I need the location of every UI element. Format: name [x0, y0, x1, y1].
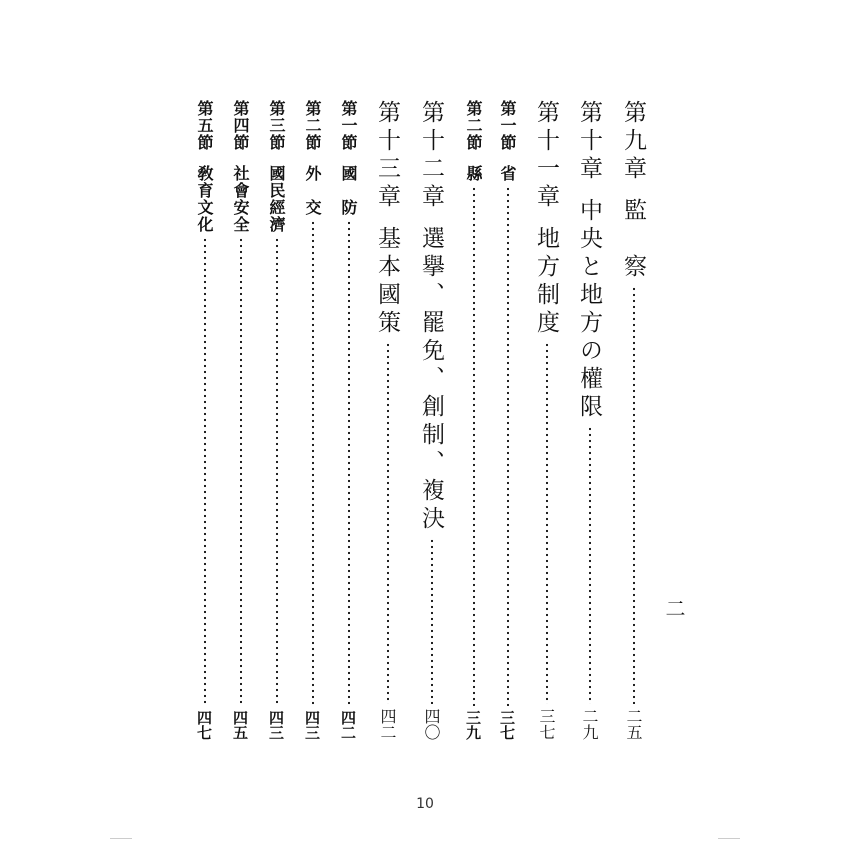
- toc-entry-section-13-4: [229, 100, 252, 740]
- toc-page: 四二: [378, 708, 397, 740]
- dot-leader: [348, 220, 350, 706]
- toc-label: 第一節: [498, 100, 517, 151]
- toc-entry-chapter-9: [617, 100, 650, 740]
- toc-entry-chapter-11: [530, 100, 563, 740]
- dot-leader: [276, 237, 278, 706]
- toc-entry-chapter-12: [415, 100, 448, 740]
- dot-leader: [546, 342, 548, 704]
- toc-label: 第九章: [620, 100, 646, 184]
- toc-page: 四〇: [422, 708, 441, 740]
- toc-title: 中央と地方の權限: [576, 198, 602, 422]
- toc-label: 第十二章: [418, 100, 444, 212]
- toc-title: 選擧、罷免、創制、複決: [418, 226, 444, 534]
- table-of-contents: [190, 100, 650, 740]
- dot-leader: [240, 237, 242, 706]
- toc-page: 四二: [339, 710, 357, 740]
- toc-label: 第四節: [231, 100, 250, 151]
- toc-title: 外 交: [303, 165, 322, 216]
- toc-entry-section-13-2: [301, 100, 324, 740]
- toc-label: 第十三章: [374, 100, 400, 212]
- toc-label: 第五節: [195, 100, 214, 151]
- toc-entry-section-13-5: [193, 100, 216, 740]
- toc-title: 社會安全: [231, 165, 250, 233]
- toc-entry-section-11-2: [462, 100, 485, 740]
- toc-title: 基本國策: [374, 226, 400, 338]
- page-number: 10: [416, 796, 434, 812]
- toc-entry-section-13-1: [337, 100, 360, 740]
- dot-leader: [431, 538, 433, 704]
- toc-label: 第十一章: [533, 100, 559, 212]
- toc-title: 監 察: [620, 198, 646, 282]
- dot-leader: [204, 237, 206, 706]
- toc-title: 國民經濟: [267, 165, 286, 233]
- toc-label: 第三節: [267, 100, 286, 151]
- toc-page: 二五: [624, 708, 643, 740]
- toc-title: 地方制度: [533, 226, 559, 338]
- toc-entry-chapter-13: [371, 100, 404, 740]
- toc-page: 四五: [231, 710, 249, 740]
- toc-page: 四七: [195, 710, 213, 740]
- scan-edge-mark: [718, 838, 740, 839]
- toc-page: 二九: [580, 708, 599, 740]
- toc-page: 三九: [464, 710, 482, 740]
- dot-leader: [387, 342, 389, 704]
- toc-page: 三七: [537, 708, 556, 740]
- toc-label: 第一節: [339, 100, 358, 151]
- side-page-marker: 二: [662, 598, 686, 618]
- toc-title: 國 防: [339, 165, 358, 216]
- toc-title: 縣: [464, 165, 483, 182]
- dot-leader: [507, 186, 509, 706]
- toc-label: 第二節: [303, 100, 322, 151]
- toc-page: 三七: [498, 710, 516, 740]
- toc-entry-section-13-3: [265, 100, 288, 740]
- dot-leader: [589, 426, 591, 704]
- toc-page: 四三: [303, 710, 321, 740]
- toc-label: 第十章: [576, 100, 602, 184]
- toc-entry-section-11-1: [496, 100, 519, 740]
- dot-leader: [633, 286, 635, 704]
- dot-leader: [312, 220, 314, 706]
- toc-page: 四三: [267, 710, 285, 740]
- toc-label: 第二節: [464, 100, 483, 151]
- toc-entry-chapter-10: [573, 100, 606, 740]
- scan-edge-mark: [110, 838, 132, 839]
- dot-leader: [473, 186, 475, 706]
- toc-title: 省: [498, 165, 517, 182]
- toc-title: 敎育文化: [195, 165, 214, 233]
